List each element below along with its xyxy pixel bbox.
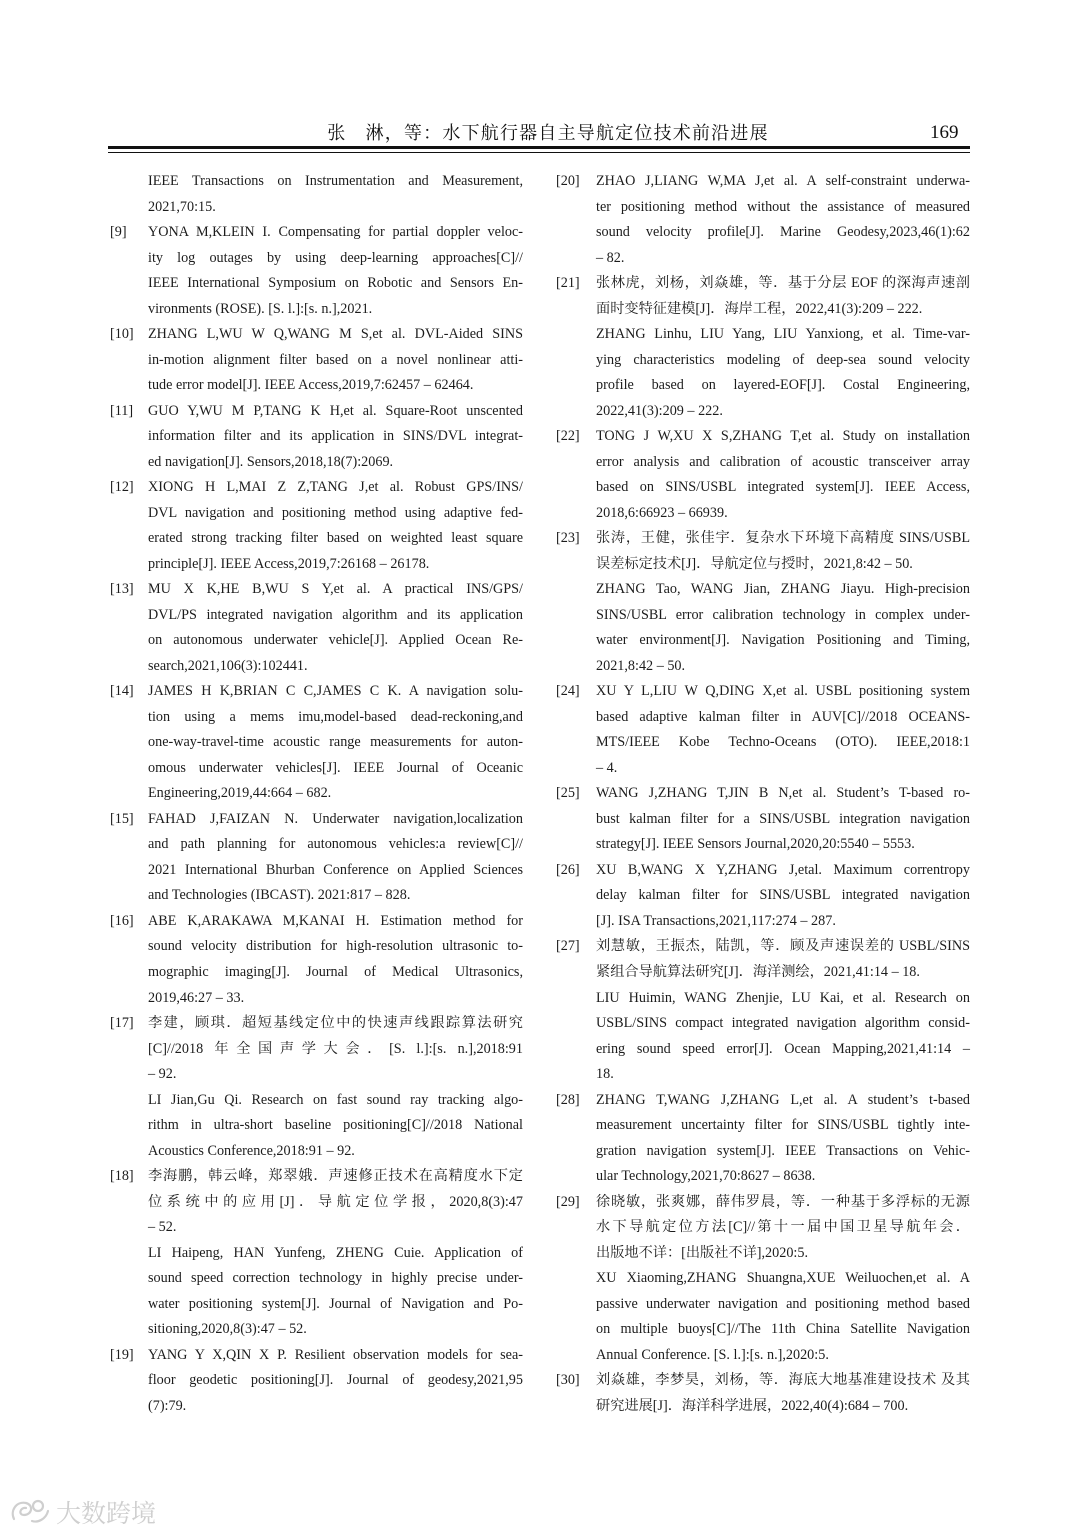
reference-line: [C]//2018 年全国声学大会．[S. l.]:[s. n.],2018:91 — [148, 1040, 523, 1057]
reference-14 — [110, 679, 523, 807]
reference-line: floor geodetic positioning[J]. Journal of geodesy,2021,95 — [148, 1372, 523, 1389]
reference-number: [19] — [110, 1346, 134, 1363]
reference-line: principle[J]. IEEE Access,2019,7:26168 – 26178. — [148, 555, 430, 572]
reference-11 — [110, 399, 523, 476]
reference-number: [27] — [556, 938, 580, 955]
reference-number: [28] — [556, 1091, 580, 1108]
reference-line: FAHAD J,FAIZAN N. Underwater navigation,localization — [148, 810, 523, 827]
reference-30 — [556, 1368, 970, 1419]
watermark — [8, 1494, 156, 1530]
reference-number: [15] — [110, 810, 134, 827]
watermark-text: 大数跨境 — [56, 1499, 157, 1528]
reference-number: [11] — [110, 402, 134, 419]
reference-line: based on SINS/USBL integrated system[J]. IEEE Access, — [596, 479, 970, 496]
reference-line: Engineering,2019,44:664 – 682. — [148, 785, 332, 802]
reference-line: 张涛，王健，张佳宇．复杂水下环境下高精度 SINS/USBL — [596, 530, 970, 547]
reference-number: [24] — [556, 683, 580, 700]
reference-line: Acoustics Conference,2018:91 – 92. — [148, 1142, 355, 1159]
reference-line: on autonomous underwater vehicle[J]. Applied Ocean Re- — [148, 632, 523, 649]
reference-line: WANG J,ZHANG T,JIN B N,et al. Student’s T-based ro- — [596, 785, 970, 802]
reference-line: – 92. — [148, 1066, 177, 1083]
reference-line: 紧组合导航算法研究[J]．海洋测绘，2021,41:14 – 18. — [596, 963, 920, 980]
reference-line: tion using a mems imu,model-based dead-reckoning,and — [148, 708, 523, 725]
reference-number: [26] — [556, 861, 580, 878]
reference-line: 位系统中的应用[J]．导航定位学报，2020,8(3):47 — [148, 1193, 523, 1210]
reference-line: measurement uncertainty filter for SINS/USBL tightly inte- — [596, 1117, 970, 1134]
reference-number: [9] — [110, 224, 127, 241]
reference-line: 刘慧敏，王振杰，陆凯，等．顾及声速误差的 USBL/SINS — [596, 938, 970, 955]
reference-17 — [110, 1011, 523, 1164]
reference-line: 徐晓敏，张爽娜，薛伟罗晨，等．一种基于多浮标的无源 — [596, 1193, 970, 1210]
reference-16 — [110, 909, 523, 1011]
reference-line: 18. — [596, 1066, 614, 1083]
reference-line: sitioning,2020,8(3):47 – 52. — [148, 1321, 307, 1338]
reference-line: profile based on layered-EOF[J]. Costal Engineering, — [596, 377, 970, 394]
reference-line: DVL/PS integrated navigation algorithm and its application — [148, 606, 523, 623]
reference-line: MTS/IEEE Kobe Techno-Oceans (OTO). IEEE,2018:1 — [596, 734, 970, 751]
reference-line: IEEE International Symposium on Robotic and Sensors En- — [148, 275, 523, 292]
reference-line: vironments (ROSE). [S. l.]:[s. n.],2021. — [148, 300, 373, 317]
reference-29 — [556, 1190, 970, 1369]
reference-number: [25] — [556, 785, 580, 802]
reference-line: IEEE Transactions on Instrumentation and Measurement, — [148, 173, 523, 189]
reference-line: LIU Huimin, WANG Zhenjie, LU Kai, et al. Research on — [596, 989, 970, 1006]
reference-line: search,2021,106(3):102441. — [148, 657, 308, 674]
reference-12 — [110, 475, 523, 577]
reference-line: JAMES H K,BRIAN C C,JAMES C K. A navigation solu- — [148, 683, 523, 700]
left-column — [110, 169, 523, 1419]
reference-line: ABE K,ARAKAWA M,KANAI H. Estimation method for — [148, 912, 523, 929]
reference-line: 误差标定技术[J]．导航定位与授时，2021,8:42 – 50. — [596, 555, 913, 572]
reference-line: sound velocity distribution for high-resolution ultrasonic to- — [148, 938, 523, 955]
reference-line: 2021,8:42 – 50. — [596, 657, 686, 674]
reference-line: ter positioning method without the assistance of measured — [596, 198, 970, 215]
reference-number: [29] — [556, 1193, 580, 1210]
reference-line: MU X K,HE B,WU S Y,et al. A practical INS/GPS/ — [148, 581, 523, 598]
reference-line: ity log outages by using deep-learning approaches[C]// — [148, 249, 523, 266]
reference-line: – 52. — [148, 1219, 177, 1236]
reference-line: DVL navigation and positioning method using adaptive fed- — [148, 504, 523, 521]
reference-number: [18] — [110, 1168, 134, 1185]
header-rule-thick — [108, 146, 970, 149]
reference-9 — [110, 220, 523, 322]
reference-line: 出版地不详：[出版社不详],2020:5. — [596, 1244, 809, 1261]
reference-line: passive underwater navigation and positioning method based — [596, 1295, 970, 1312]
reference-number: [12] — [110, 479, 134, 496]
reference-line: delay kalman filter for SINS/USBL integrated navigation — [596, 887, 970, 904]
reference-line: ering sound speed error[J]. Ocean Mapping,2021,41:14 – — [596, 1040, 970, 1057]
reference-line: 2022,41(3):209 – 222. — [596, 402, 723, 419]
reference-line: water positioning system[J]. Journal of Navigation and Po- — [148, 1295, 523, 1312]
running-head-title: 张 淋，等：水下航行器自主导航定位技术前沿进展 — [327, 123, 769, 143]
reference-line: and path planning for autonomous vehicles:a review[C]// — [148, 836, 523, 853]
reference-line: YONA M,KLEIN I. Compensating for partial doppler veloc- — [148, 224, 523, 241]
reference-line: 刘焱雄，李梦昊，刘杨，等．海底大地基准建设技术 及其 — [596, 1372, 970, 1389]
reference-line: sound speed correction technology in highly precise under- — [148, 1270, 523, 1287]
reference-28 — [556, 1088, 970, 1190]
reference-20 — [556, 169, 970, 271]
reference-line: (7):79. — [148, 1397, 187, 1414]
reference-line: ZHANG Linhu, LIU Yang, LIU Yanxiong, et al. Time-var- — [596, 326, 970, 343]
reference-23 — [556, 526, 970, 679]
reference-number: [16] — [110, 912, 134, 929]
right-column — [556, 169, 970, 1419]
reference-13 — [110, 577, 523, 679]
reference-line: rithm in ultra-short baseline positioning[C]//2018 National — [148, 1117, 523, 1134]
watermark-logo-icon — [8, 1497, 50, 1527]
reference-line: XU Xiaoming,ZHANG Shuangna,XUE Weiluochen,et al. A — [596, 1270, 970, 1287]
reference-line: ed navigation[J]. Sensors,2018,18(7):2069. — [148, 453, 394, 470]
reference-line: 2021 International Bhurban Conference on Applied Sciences — [148, 861, 523, 878]
reference-line: omous underwater vehicles[J]. IEEE Journal of Oceanic — [148, 759, 523, 776]
reference-line: LI Haipeng, HAN Yunfeng, ZHENG Cuie. Application of — [148, 1244, 523, 1261]
reference-number: [13] — [110, 581, 134, 598]
reference-8-continuation — [148, 169, 523, 220]
reference-line: based adaptive kalman filter in AUV[C]//2018 OCEANS- — [596, 708, 970, 725]
reference-line: 面时变特征建模[J]．海岸工程，2022,41(3):209 – 222. — [596, 300, 923, 317]
reference-19 — [110, 1343, 523, 1420]
reference-line: ying characteristics modeling of deep-sea sound velocity — [596, 351, 970, 368]
reference-line: 李建，顾琪．超短基线定位中的快速声线跟踪算法研究 — [148, 1015, 523, 1032]
reference-line: error analysis and calibration of acoustic transceiver array — [596, 453, 970, 470]
reference-line: [J]. ISA Transactions,2021,117:274 – 287. — [596, 912, 836, 929]
reference-number: [17] — [110, 1015, 134, 1032]
reference-line: strategy[J]. IEEE Sensors Journal,2020,20:5540 – 5553. — [596, 836, 915, 853]
reference-line: YANG Y X,QIN X P. Resilient observation models for sea- — [148, 1346, 523, 1363]
reference-line: ular Technology,2021,70:8627 – 8638. — [596, 1168, 816, 1185]
reference-line: 李海鹏，韩云峰，郑翠娥．声速修正技术在高精度水下定 — [148, 1168, 523, 1185]
page-number: 169 — [930, 122, 959, 143]
reference-line: GUO Y,WU M P,TANG K H,et al. Square-Root unscented — [148, 402, 523, 419]
reference-line: water environment[J]. Navigation Positioning and Timing, — [596, 632, 970, 649]
reference-line: one-way-travel-time acoustic range measurements for auton- — [148, 734, 523, 751]
reference-line: 研究进展[J]．海洋科学进展，2022,40(4):684 – 700. — [596, 1397, 909, 1414]
reference-22 — [556, 424, 970, 526]
reference-18 — [110, 1164, 523, 1343]
reference-line: 水下导航定位方法[C]//第十一届中国卫星导航年会． — [596, 1219, 970, 1236]
reference-line: bust kalman filter for a SINS/USBL integration navigation — [596, 810, 970, 827]
reference-line: 2018,6:66923 – 66939. — [596, 504, 728, 521]
reference-line: tude error model[J]. IEEE Access,2019,7:62457 – 62464. — [148, 377, 474, 394]
reference-25 — [556, 781, 970, 858]
reference-number: [14] — [110, 683, 134, 700]
reference-24 — [556, 679, 970, 781]
reference-15 — [110, 807, 523, 909]
reference-line: XU B,WANG X Y,ZHANG J,etal. Maximum correntropy — [596, 861, 970, 878]
reference-27 — [556, 934, 970, 1087]
reference-line: 2019,46:27 – 33. — [148, 989, 245, 1006]
reference-number: [10] — [110, 326, 134, 343]
reference-number: [23] — [556, 530, 580, 547]
reference-line: TONG J W,XU X S,ZHANG T,et al. Study on installation — [596, 428, 970, 445]
reference-line: ZHANG T,WANG J,ZHANG L,et al. A student’s t-based — [596, 1091, 970, 1108]
reference-line: ZHANG Tao, WANG Jian, ZHANG Jiayu. High-precision — [596, 581, 970, 598]
reference-line: in-motion alignment filter based on a novel nonlinear atti- — [148, 351, 523, 368]
reference-21 — [556, 271, 970, 424]
reference-10 — [110, 322, 523, 399]
reference-line: and Technologies (IBCAST). 2021:817 – 828. — [148, 887, 411, 904]
reference-line: information filter and its application in SINS/DVL integrat- — [148, 428, 523, 445]
reference-line: erated strong tracking filter based on weighted least square — [148, 530, 523, 547]
reference-line: mographic imaging[J]. Journal of Medical Ultrasonics, — [148, 963, 523, 980]
reference-line: LI Jian,Gu Qi. Research on fast sound ray tracking algo- — [148, 1091, 523, 1108]
reference-number: [20] — [556, 173, 580, 189]
reference-line: XU Y L,LIU W Q,DING X,et al. USBL positioning system — [596, 683, 970, 700]
reference-number: [21] — [556, 275, 580, 292]
reference-line: gration navigation system[J]. IEEE Transactions on Vehic- — [596, 1142, 970, 1159]
reference-line: Annual Conference. [S. l.]:[s. n.],2020:5. — [596, 1346, 829, 1363]
reference-line: – 82. — [596, 249, 625, 266]
reference-line: sound velocity profile[J]. Marine Geodesy,2023,46(1):62 — [596, 224, 970, 241]
reference-number: [22] — [556, 428, 580, 445]
reference-line: XIONG H L,MAI Z Z,TANG J,et al. Robust GPS/INS/ — [148, 479, 523, 496]
reference-line: – 4. — [596, 759, 618, 776]
reference-line: ZHAO J,LIANG W,MA J,et al. A self-constraint underwa- — [596, 173, 970, 189]
reference-line: SINS/USBL error calibration technology in complex under- — [596, 606, 970, 623]
reference-line: on multiple buoys[C]//The 11th China Satellite Navigation — [596, 1321, 970, 1338]
header-rule-thin — [108, 152, 970, 153]
reference-line: 2021,70:15. — [148, 198, 216, 215]
reference-26 — [556, 858, 970, 935]
reference-line: USBL/SINS compact integrated navigation algorithm consid- — [596, 1015, 970, 1032]
reference-line: ZHANG L,WU W Q,WANG M S,et al. DVL-Aided SINS — [148, 326, 523, 343]
reference-line: 张林虎，刘杨，刘焱雄，等．基于分层 EOF 的深海声速剖 — [596, 275, 970, 292]
reference-number: [30] — [556, 1372, 580, 1389]
